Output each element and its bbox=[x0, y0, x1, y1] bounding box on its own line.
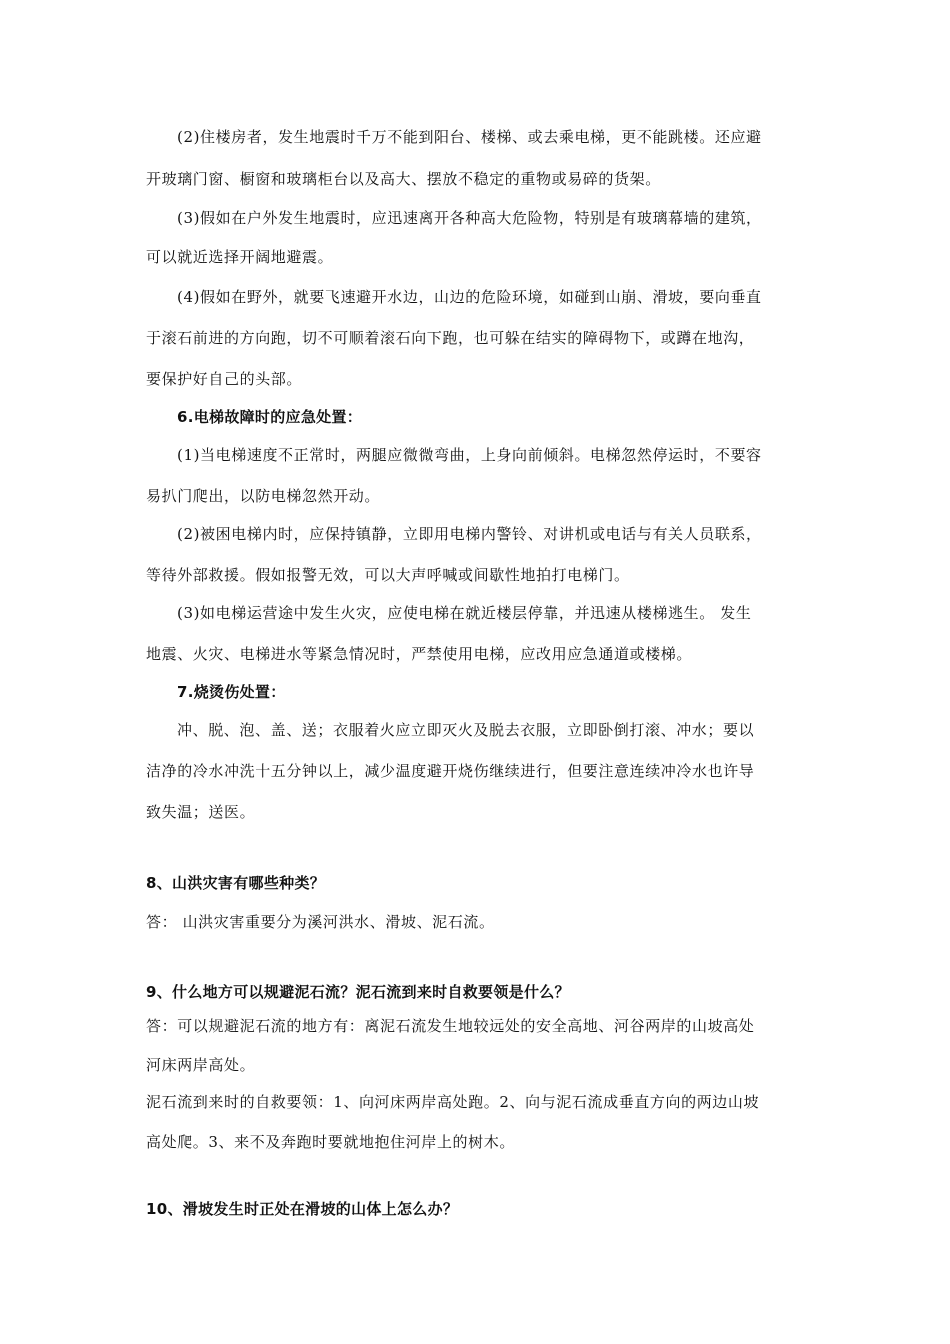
answer-line: 答：可以规避泥石流的地方有：离泥石流发生地较远处的安全高地、河谷两岸的山坡高处 bbox=[146, 1017, 755, 1035]
question-heading: 10、滑坡发生时正处在滑坡的山体上怎么办？ bbox=[146, 1200, 459, 1218]
paragraph-line: 地震、火灾、电梯进水等紧急情况时，严禁使用电梯，应改用应急通道或楼梯。 bbox=[146, 645, 693, 663]
paragraph-line: (4)假如在野外，就要飞速避开水边，山边的危险环境，如碰到山崩、滑坡，要向垂直 bbox=[177, 288, 762, 306]
paragraph-line: (3)假如在户外发生地震时，应迅速离开各种高大危险物，特别是有玻璃幕墙的建筑， bbox=[177, 209, 762, 227]
section-heading: 6.电梯故障时的应急处置： bbox=[177, 408, 363, 426]
paragraph-line: 开玻璃门窗、橱窗和玻璃柜台以及高大、摆放不稳定的重物或易碎的货架。 bbox=[146, 170, 661, 188]
answer-line: 泥石流到来时的自救要领：1、向河床两岸高处跑。2、向与泥石流成垂直方向的两边山坡 bbox=[146, 1093, 760, 1111]
question-heading: 9、什么地方可以规避泥石流？泥石流到来时自救要领是什么？ bbox=[146, 983, 570, 1001]
paragraph-line: 洁净的冷水冲洗十五分钟以上，减少温度避开烧伤继续进行，但要注意连续冲冷水也许导 bbox=[146, 762, 755, 780]
paragraph-line: 易扒门爬出，以防电梯忽然开动。 bbox=[146, 487, 381, 505]
paragraph-line: 冲、脱、泡、盖、送；衣服着火应立即灭火及脱去衣服，立即卧倒打滚、冲水；要以 bbox=[177, 721, 755, 739]
paragraph-line: (3)如电梯运营途中发生火灾，应使电梯在就近楼层停靠，并迅速从楼梯逃生。 发生 bbox=[177, 604, 752, 622]
paragraph-line: 于滚石前进的方向跑，切不可顺着滚石向下跑，也可躲在结实的障碍物下，或蹲在地沟， bbox=[146, 329, 755, 347]
paragraph-line: 致失温；送医。 bbox=[146, 803, 256, 821]
paragraph-line: (1)当电梯速度不正常时，两腿应微微弯曲，上身向前倾斜。电梯忽然停运时，不要容 bbox=[177, 446, 762, 464]
answer-line: 河床两岸高处。 bbox=[146, 1056, 256, 1074]
paragraph-line: 可以就近选择开阔地避震。 bbox=[146, 248, 334, 266]
question-heading: 8、山洪灾害有哪些种类？ bbox=[146, 874, 326, 892]
answer-line: 高处爬。3、来不及奔跑时要就地抱住河岸上的树木。 bbox=[146, 1133, 515, 1151]
paragraph-line: (2)住楼房者，发生地震时千万不能到阳台、楼梯、或去乘电梯，更不能跳楼。还应避 bbox=[177, 128, 762, 146]
paragraph-line: 等待外部救援。假如报警无效，可以大声呼喊或间歇性地拍打电梯门。 bbox=[146, 566, 630, 584]
paragraph-line: 要保护好自己的头部。 bbox=[146, 370, 303, 388]
section-heading: 7.烧烫伤处置： bbox=[177, 683, 286, 701]
answer-line: 答： 山洪灾害重要分为溪河洪水、滑坡、泥石流。 bbox=[146, 913, 495, 931]
paragraph-line: (2)被困电梯内时，应保持镇静，立即用电梯内警铃、对讲机或电话与有关人员联系， bbox=[177, 525, 762, 543]
